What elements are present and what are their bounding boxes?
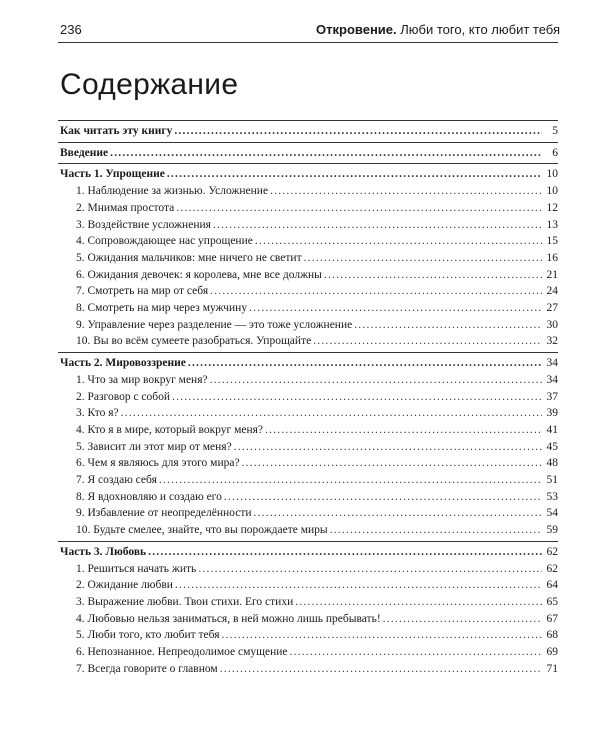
toc-chapter-entry[interactable] <box>58 627 558 644</box>
toc-part-heading[interactable] <box>58 544 558 561</box>
dot-leader <box>198 561 542 578</box>
toc-entry-page: 62 <box>546 562 558 575</box>
toc-entry-page: 51 <box>546 474 558 487</box>
toc-entry-label: 3. Кто я? <box>76 407 119 420</box>
toc-entry-label: Введение <box>60 146 109 159</box>
toc-chapter-entry[interactable] <box>58 267 558 284</box>
table-of-contents <box>58 120 558 680</box>
running-title-bold: Откровение. <box>316 22 397 37</box>
dot-leader <box>210 283 542 300</box>
dot-leader <box>383 611 542 628</box>
toc-entry-label: 1. Наблюдение за жизнью. Усложнение <box>76 185 269 198</box>
toc-entry-label: 6. Ожидания девочек: я королева, мне все должны <box>76 268 322 281</box>
toc-chapter-entry[interactable] <box>58 577 558 594</box>
toc-entry-page: 34 <box>546 373 558 386</box>
dot-leader <box>313 333 542 350</box>
toc-entry-label: 6. Чем я являюсь для этого мира? <box>76 457 240 470</box>
toc-entry-page: 32 <box>546 335 558 348</box>
toc-chapter-entry[interactable] <box>58 505 558 522</box>
dot-leader <box>175 577 542 594</box>
toc-chapter-entry[interactable] <box>58 594 558 611</box>
toc-entry-page: 59 <box>546 524 558 537</box>
dot-leader <box>220 661 542 678</box>
toc-entry-label: 5. Зависит ли этот мир от меня? <box>76 440 232 453</box>
toc-entry-label: 8. Я вдохновляю и создаю его <box>76 490 222 503</box>
toc-chapter-entry[interactable] <box>58 300 558 317</box>
page-number: 236 <box>60 22 82 37</box>
toc-entry-page: 30 <box>546 318 558 331</box>
toc-entry-page: 53 <box>546 490 558 503</box>
toc-front-entry[interactable] <box>58 145 558 162</box>
toc-entry-label: Часть 3. Любовь <box>60 545 147 558</box>
dot-leader <box>174 123 542 140</box>
dot-leader <box>249 300 542 317</box>
toc-entry-label: Как читать эту книгу <box>60 125 173 137</box>
toc-chapter-entry[interactable] <box>58 183 558 200</box>
dot-leader <box>290 644 543 661</box>
toc-entry-label: 4. Любовью нельзя заниматься, в ней можно лишь пребывать! <box>76 612 381 625</box>
dot-leader <box>188 355 542 372</box>
toc-entry-label: 7. Всегда говорите о главном <box>76 662 218 675</box>
toc-entry-page: 13 <box>546 218 558 231</box>
toc-entry-page: 10 <box>546 168 558 181</box>
toc-entry-page: 39 <box>546 407 558 420</box>
toc-entry-label: 7. Я создаю себя <box>76 474 157 487</box>
toc-chapter-entry[interactable] <box>58 217 558 234</box>
toc-chapter-entry[interactable] <box>58 283 558 300</box>
toc-part-heading[interactable] <box>58 166 558 183</box>
toc-entry-page: 6 <box>552 146 558 159</box>
toc-entry-page: 71 <box>546 662 558 675</box>
toc-front-entry[interactable] <box>58 123 558 140</box>
toc-entry-label: 2. Мнимая простота <box>76 201 175 214</box>
toc-entry-page: 68 <box>546 629 558 642</box>
dot-leader <box>159 472 542 489</box>
toc-entry-label: 2. Ожидание любви <box>76 579 173 592</box>
toc-entry-label: 4. Кто я в мире, который вокруг меня? <box>76 423 264 436</box>
toc-chapter-entry[interactable] <box>58 472 558 489</box>
toc-entry-page: 15 <box>546 235 558 248</box>
toc-entry-page: 54 <box>546 507 558 520</box>
toc-entry-page: 64 <box>546 579 558 592</box>
toc-entry-label: 1. Что за мир вокруг меня? <box>76 373 208 386</box>
dot-leader <box>254 505 542 522</box>
toc-chapter-entry[interactable] <box>58 422 558 439</box>
toc-entry-page: 41 <box>546 423 558 436</box>
toc-entry-label: 4. Сопровождающее нас упрощение <box>76 235 253 248</box>
toc-entry-page: 45 <box>546 440 558 453</box>
toc-chapter-entry[interactable] <box>58 561 558 578</box>
dot-leader <box>121 405 542 422</box>
dot-leader <box>255 233 542 250</box>
toc-chapter-entry[interactable] <box>58 333 558 350</box>
dot-leader <box>304 250 542 267</box>
toc-entry-label: 2. Разговор с собой <box>76 390 171 403</box>
dot-leader <box>176 200 542 217</box>
toc-chapter-entry[interactable] <box>58 611 558 628</box>
toc-section <box>58 143 558 164</box>
dot-leader <box>324 267 542 284</box>
toc-entry-label: 5. Люби того, кто любит тебя <box>76 629 220 642</box>
toc-chapter-entry[interactable] <box>58 522 558 539</box>
toc-entry-page: 37 <box>546 390 558 403</box>
toc-entry-label: 3. Воздействие усложнения <box>76 218 211 231</box>
toc-entry-label: 1. Решиться начать жить <box>76 562 197 575</box>
dot-leader <box>167 166 542 183</box>
dot-leader <box>295 594 542 611</box>
toc-entry-label: 10. Вы во всём сумеете разобраться. Упрощайте <box>76 335 312 348</box>
running-title <box>316 22 560 37</box>
toc-chapter-entry[interactable] <box>58 200 558 217</box>
toc-entry-label: 8. Смотреть на мир через мужчину <box>76 302 248 315</box>
toc-entry-page: 34 <box>546 357 558 370</box>
toc-entry-label: 10. Будьте смелее, знайте, что вы порождаете миры <box>76 524 328 537</box>
toc-section <box>58 164 558 352</box>
toc-chapter-entry[interactable] <box>58 661 558 678</box>
toc-chapter-entry[interactable] <box>58 250 558 267</box>
toc-entry-label: Часть 1. Упрощение <box>60 168 165 181</box>
dot-leader <box>265 422 542 439</box>
dot-leader <box>270 183 542 200</box>
toc-entry-label: 9. Управление через разделение — это тоже усложнение <box>76 318 353 331</box>
toc-entry-page: 16 <box>546 251 558 264</box>
toc-entry-page: 48 <box>546 457 558 470</box>
toc-section <box>58 542 558 680</box>
toc-entry-page: 21 <box>546 268 558 281</box>
dot-leader <box>242 455 542 472</box>
toc-chapter-entry[interactable] <box>58 644 558 661</box>
toc-section <box>58 121 558 142</box>
dot-leader <box>224 489 542 506</box>
toc-entry-page: 5 <box>552 125 558 137</box>
toc-chapter-entry[interactable] <box>58 317 558 334</box>
dot-leader <box>354 317 542 334</box>
toc-chapter-entry[interactable] <box>58 439 558 456</box>
toc-part-heading[interactable] <box>58 355 558 372</box>
toc-entry-label: 6. Непознанное. Непреодолимое смущение <box>76 646 288 659</box>
toc-section <box>58 353 558 541</box>
toc-chapter-entry[interactable] <box>58 489 558 506</box>
toc-chapter-entry[interactable] <box>58 233 558 250</box>
toc-chapter-entry[interactable] <box>58 389 558 406</box>
toc-entry-label: 9. Избавление от неопределённости <box>76 507 252 520</box>
dot-leader <box>210 372 542 389</box>
toc-entry-page: 10 <box>546 185 558 198</box>
toc-entry-label: 3. Выражение любви. Твои стихи. Его стихи <box>76 595 294 608</box>
dot-leader <box>330 522 542 539</box>
running-header <box>60 22 560 44</box>
toc-entry-page: 69 <box>546 646 558 659</box>
dot-leader <box>221 627 542 644</box>
toc-entry-page: 62 <box>546 545 558 558</box>
toc-chapter-entry[interactable] <box>58 372 558 389</box>
toc-entry-page: 65 <box>546 595 558 608</box>
dot-leader <box>234 439 542 456</box>
dot-leader <box>148 544 542 561</box>
toc-entry-label: Часть 2. Мировоззрение <box>60 357 186 370</box>
page-title: Содержание <box>60 68 239 101</box>
toc-chapter-entry[interactable] <box>58 405 558 422</box>
dot-leader <box>213 217 542 234</box>
toc-entry-page: 12 <box>546 201 558 214</box>
toc-entry-label: 5. Ожидания мальчиков: мне ничего не светит <box>76 251 302 264</box>
toc-entry-page: 27 <box>546 302 558 315</box>
toc-entry-label: 7. Смотреть на мир от себя <box>76 285 209 298</box>
dot-leader <box>172 389 542 406</box>
toc-entry-page: 24 <box>546 285 558 298</box>
toc-entry-page: 67 <box>546 612 558 625</box>
header-rule <box>58 42 558 43</box>
dot-leader <box>110 145 542 162</box>
toc-chapter-entry[interactable] <box>58 455 558 472</box>
running-title-rest: Люби того, кто любит тебя <box>396 22 560 37</box>
